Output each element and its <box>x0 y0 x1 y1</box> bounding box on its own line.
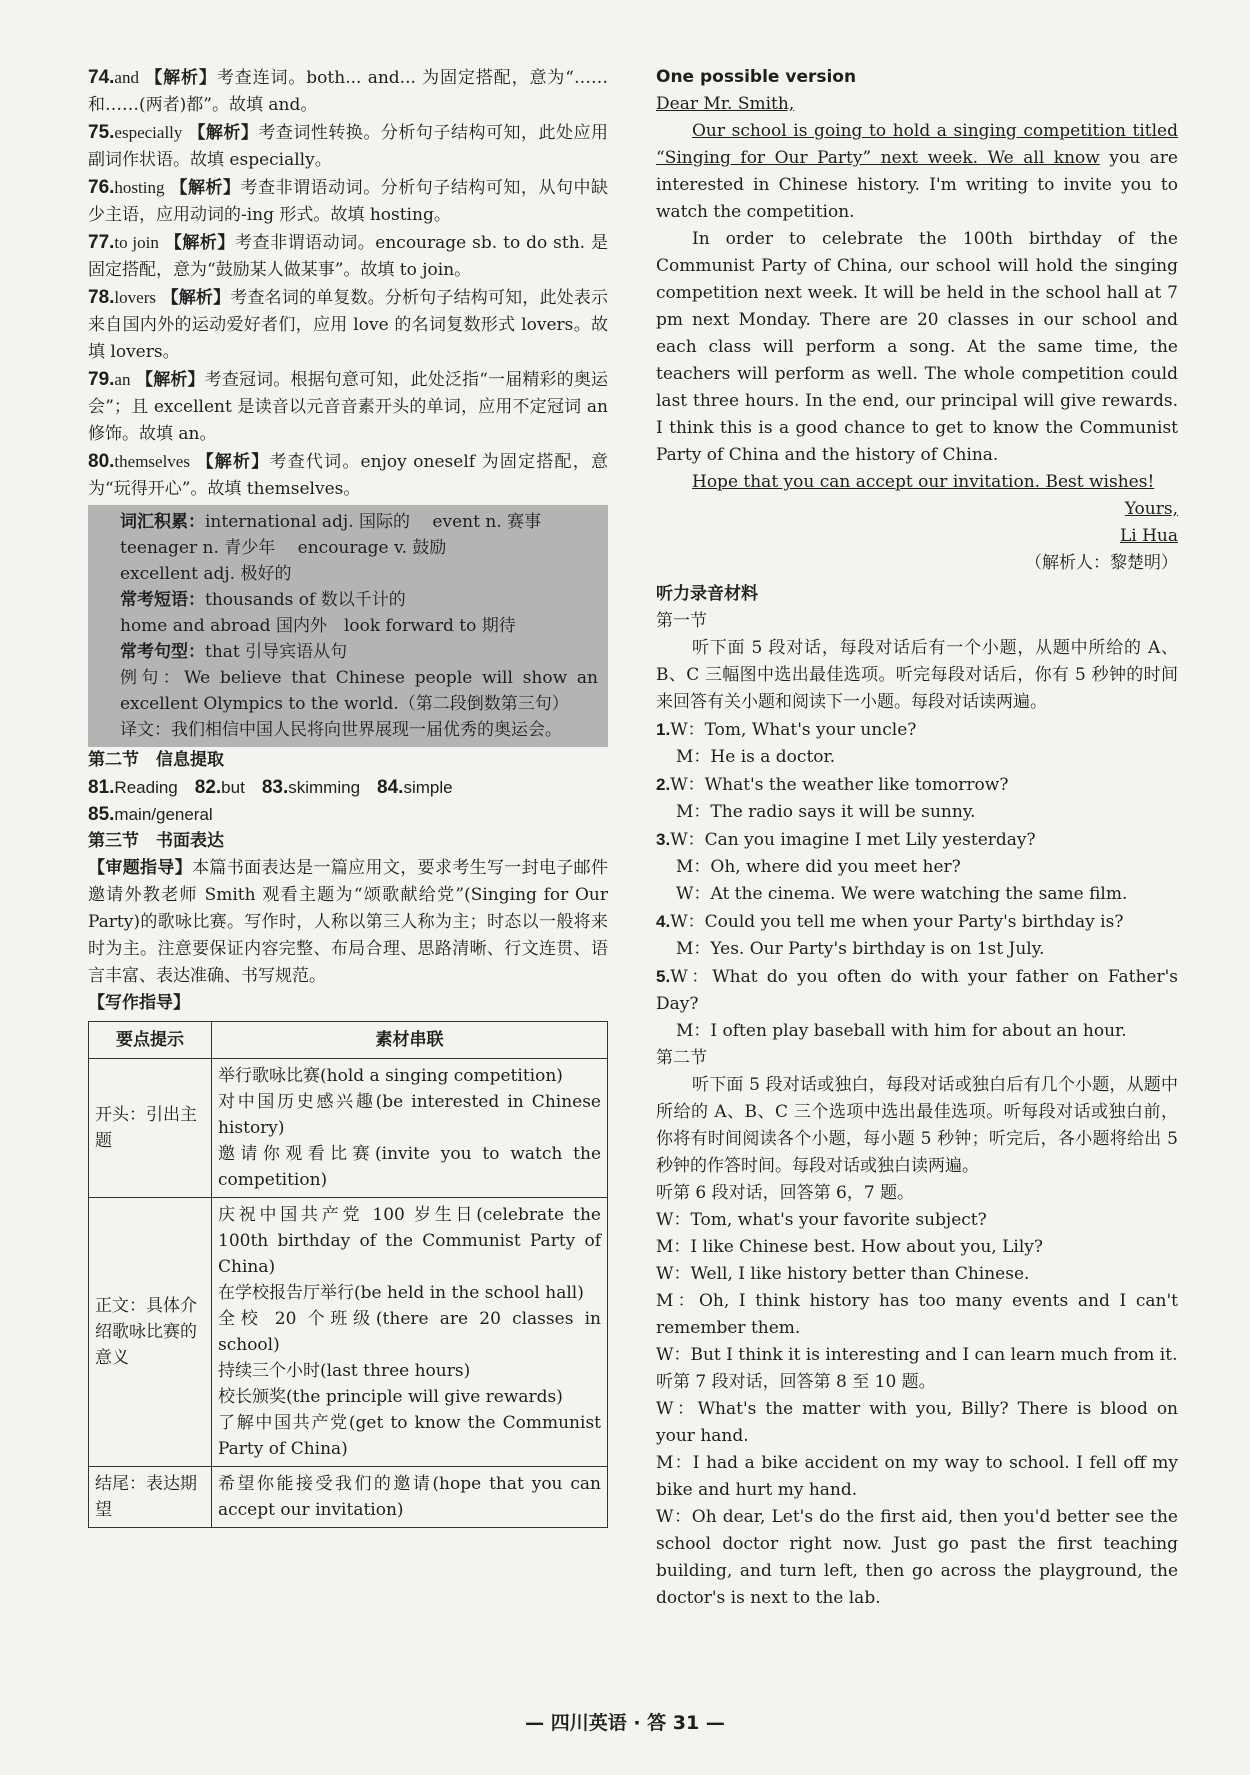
answer-word: but <box>221 778 245 797</box>
analysis-text: 考查名词的单复数。分析句子结构可知，此处表示来自国内外的运动爱好者们，应用 love 的名词复数形式 lovers。故填 lovers。 <box>88 288 609 362</box>
vocab-line: excellent adj. 极好的 <box>120 564 292 584</box>
answer-number: 74. <box>88 67 115 88</box>
listening-section-2: 第二节 <box>656 1048 707 1068</box>
phrase-line: home and abroad 国内外 look forward to 期待 <box>120 616 516 636</box>
phrase-heading: 常考短语： <box>120 590 205 610</box>
answer-word: skimming <box>288 778 361 797</box>
writing-guide-heading: 【写作指导】 <box>88 993 190 1013</box>
dialog-line <box>656 908 1178 936</box>
answer-item <box>88 366 608 448</box>
analysis-text: 考查词性转换。分析句子结构可知，此处应用副词作状语。故填 especially。 <box>88 123 609 170</box>
dialog-line: M：I like Chinese best. How about you, Lily? <box>656 1237 1043 1257</box>
page-footer: — 四川英语 · 答 31 — <box>525 1712 725 1734</box>
answer-item <box>88 229 608 284</box>
dialog-number: 2. <box>656 775 671 794</box>
table-header: 要点提示 <box>89 1022 212 1059</box>
section-2-title: 第二节 信息提取 <box>88 750 224 770</box>
analysis-tag: 【解析】 <box>161 288 231 308</box>
letter-paragraph <box>656 118 1178 226</box>
dialog-number: 4. <box>656 912 671 931</box>
answer-number: 83. <box>261 777 289 798</box>
answer-number: 85. <box>88 804 115 825</box>
analysis-tag: 【解析】 <box>170 178 241 198</box>
analysis-text: 考查连词。both... and... 为固定搭配，意为“……和……(两者)都”。故填 and。 <box>88 68 608 115</box>
table-value <box>212 1467 608 1528</box>
table-line: 持续三个小时(last three hours) <box>218 1361 471 1381</box>
section-1-intro: 听下面 5 段对话，每段对话后有一个小题，从题中所给的 A、B、C 三幅图中选出最佳选项。听完每段对话后，你有 5 秒钟的时间来回答有关小题和阅读下一小题。每段对话读两遍。 <box>656 638 1178 712</box>
analysis-tag: 【解析】 <box>136 370 205 390</box>
table-line: 庆祝中国共产党 100 岁生日(celebrate the 100th birthday of the Communist Party of China) <box>218 1205 601 1277</box>
right-column <box>656 64 1178 1612</box>
phrase-line: thousands of 数以千计的 <box>205 590 406 610</box>
dialog-text: M：I often play baseball with him for about an hour. <box>676 1021 1127 1041</box>
table-line: 全校 20 个班级(there are 20 classes in school) <box>218 1309 601 1355</box>
dialog-line: W：Tom, what's your favorite subject? <box>656 1210 987 1230</box>
dialog-line <box>656 854 1178 881</box>
letter-signature: Li Hua <box>1119 526 1178 546</box>
answer-number: 76. <box>88 177 115 198</box>
dialog-list <box>656 716 1178 1045</box>
dialog-text: M：Yes. Our Party's birthday is on 1st July. <box>676 939 1045 959</box>
analysis-tag: 【解析】 <box>164 233 235 253</box>
answer-number: 80. <box>88 451 115 472</box>
sentence-line: that 引导宾语从句 <box>205 642 348 662</box>
answer-word: and <box>114 68 139 87</box>
paragraph-text: you are interested in Chinese history. I'm writing to invite you to watch the competition. <box>656 148 1178 222</box>
table-header: 素材串联 <box>212 1022 608 1059</box>
underlined-text: Our school is going to hold a singing competition titled “Singing for Our Party” next week. We all know <box>656 121 1178 168</box>
dialog-line: W：What's the matter with you, Billy? There is blood on your hand. <box>656 1399 1178 1446</box>
dialog-text: W：What's the weather like tomorrow? <box>670 775 1009 795</box>
answer-item <box>88 174 608 229</box>
letter-closing: Yours, <box>1124 499 1178 519</box>
letter-paragraph: Hope that you can accept our invitation. Best wishes! <box>692 472 1155 492</box>
answer-item <box>88 64 608 119</box>
answer-number: 77. <box>88 232 115 253</box>
answer-word: especially <box>114 123 183 142</box>
dialog-line: W：Oh dear, Let's do the first aid, then you'd better see the school doctor right now. Just go past the first teaching building, and turn left, then go across the playground, the doctor's is next to the lab. <box>656 1507 1178 1608</box>
table-row <box>89 1198 608 1467</box>
dialog-6-heading: 听第 6 段对话，回答第 6，7 题。 <box>656 1183 915 1203</box>
answer-word: themselves <box>114 452 190 471</box>
table-value <box>212 1198 608 1467</box>
table-key: 正文：具体介绍歌咏比赛的意义 <box>89 1198 212 1467</box>
example-label: 例句： <box>120 668 185 688</box>
vocab-line: teenager n. 青少年 encourage v. 鼓励 <box>120 538 447 558</box>
dialog-number: 1. <box>656 720 671 739</box>
dialog-line: M：Oh, I think history has too many events and I can't remember them. <box>656 1291 1178 1338</box>
answer-word: hosting <box>114 178 165 197</box>
table-value <box>212 1059 608 1198</box>
table-key: 结尾：表达期望 <box>89 1467 212 1528</box>
answer-number: 82. <box>194 777 222 798</box>
answer-word: to join <box>114 233 159 252</box>
section-2-answers <box>88 774 608 801</box>
dialog-line: W：Well, I like history better than Chinese. <box>656 1264 1030 1284</box>
dialog-text: W：At the cinema. We were watching the same film. <box>676 884 1128 904</box>
dialog-line <box>656 881 1178 908</box>
table-row <box>89 1059 608 1198</box>
dialog-7 <box>656 1396 1178 1612</box>
answer-word: simple <box>403 778 453 797</box>
analysis-tag: 【解析】 <box>188 123 259 143</box>
dialog-line <box>656 936 1178 963</box>
answer-word: Reading <box>114 778 178 797</box>
vocab-heading: 词汇积累： <box>120 512 205 532</box>
analysis-text: 考查冠词。根据句意可知，此处泛指“一届精彩的奥运会”；且 excellent 是读音以元音音素开头的单词，应用不定冠词 an 修饰。故填 an。 <box>88 370 608 444</box>
letter-greeting: Dear Mr. Smith, <box>656 94 795 114</box>
dialog-line <box>656 799 1178 826</box>
table-row <box>89 1467 608 1528</box>
table-line: 对中国历史感兴趣(be interested in Chinese history) <box>218 1092 601 1138</box>
dialog-7-heading: 听第 7 段对话，回答第 8 至 10 题。 <box>656 1372 936 1392</box>
answer-list <box>88 64 608 503</box>
answer-number: 78. <box>88 287 115 308</box>
answer-number: 81. <box>88 777 115 798</box>
answer-word: lovers <box>114 288 156 307</box>
dialog-text: W：Could you tell me when your Party's birthday is? <box>670 912 1124 932</box>
sentence-heading: 常考句型： <box>120 642 205 662</box>
dialog-text: W：Can you imagine I met Lily yesterday? <box>670 830 1036 850</box>
dialog-line <box>656 744 1178 771</box>
answer-number: 79. <box>88 369 115 390</box>
section-2-intro: 听下面 5 段对话或独白，每段对话或独白后有几个小题，从题中所给的 A、B、C 三个选项中选出最佳选项。听每段对话或独白前，你将有时间阅读各个小题，每小题 5 秒钟；听完后，各小题将给出 5 秒钟的作答时间。每段对话或独白读两遍。 <box>656 1075 1178 1176</box>
table-key: 开头：引出主题 <box>89 1059 212 1198</box>
answer-word: an <box>114 370 131 389</box>
section-2-answers <box>88 801 608 828</box>
analysis-text: 考查非谓语动词。encourage sb. to do sth. 是固定搭配，意为“鼓励某人做某事”。故填 to join。 <box>88 233 609 280</box>
listening-section-1: 第一节 <box>656 611 707 631</box>
dialog-line: M：I had a bike accident on my way to school. I fell off my bike and hurt my hand. <box>656 1453 1178 1500</box>
version-title: One possible version <box>656 67 857 87</box>
dialog-line <box>656 1018 1178 1045</box>
dialog-line <box>656 716 1178 744</box>
example-text: We believe that Chinese people will show an excellent Olympics to the world.（第二段倒数第三句） <box>120 668 598 714</box>
analysis-text: 考查非谓语动词。分析句子结构可知，从句中缺少主语，应用动词的-ing 形式。故填 hosting。 <box>88 178 609 225</box>
listening-title: 听力录音材料 <box>656 584 758 604</box>
writing-guide-table <box>88 1021 608 1528</box>
left-column <box>88 64 608 1528</box>
table-line: 举行歌咏比赛(hold a singing competition) <box>218 1066 563 1086</box>
dialog-line <box>656 771 1178 799</box>
dialog-number: 3. <box>656 830 671 849</box>
table-line: 校长颁奖(the principle will give rewards) <box>218 1387 563 1407</box>
dialog-line <box>656 963 1178 1018</box>
dialog-number: 5. <box>656 967 671 986</box>
table-line: 邀请你观看比赛(invite you to watch the competition) <box>218 1144 601 1190</box>
analysis-tag: 【解析】 <box>196 452 270 472</box>
guide-heading: 【审题指导】 <box>88 858 193 878</box>
table-line: 希望你能接受我们的邀请(hope that you can accept our invitation) <box>218 1474 601 1520</box>
vocab-box <box>88 505 608 747</box>
answer-word: main/general <box>114 805 213 824</box>
answer-number: 75. <box>88 122 115 143</box>
answer-item <box>88 448 608 503</box>
dialog-text: W：Tom, What's your uncle? <box>670 720 917 740</box>
answer-item <box>88 284 608 366</box>
dialog-text: M：He is a doctor. <box>676 747 836 767</box>
answer-number: 84. <box>377 777 404 798</box>
section-3-title: 第三节 书面表达 <box>88 831 224 851</box>
letter-paragraph: In order to celebrate the 100th birthday of the Communist Party of China, our school will hold the singing competition next week. It will be held in the school hall at 7 pm next Monday. There are 20 classes in our school and each class will perform a song. At the same time, the teachers will perform as well. The whole competition could last three hours. In the end, our principal will give rewards. I think this is a good chance to get to know the Communist Party of China and the history of China. <box>656 229 1178 465</box>
dialog-line <box>656 826 1178 854</box>
dialog-line: W：But I think it is interesting and I can learn much from it. <box>656 1345 1178 1365</box>
analysis-tag: 【解析】 <box>145 68 217 88</box>
table-line: 了解中国共产党(get to know the Communist Party of China) <box>218 1413 601 1459</box>
translation-text: 我们相信中国人民将向世界展现一届优秀的奥运会。 <box>171 720 562 740</box>
analyst-credit: （解析人：黎楚明） <box>1025 553 1178 573</box>
dialog-text: W：What do you often do with your father on Father's Day? <box>656 967 1178 1014</box>
answer-item <box>88 119 608 174</box>
table-line: 在学校报告厅举行(be held in the school hall) <box>218 1283 584 1303</box>
guide-text: 本篇书面表达是一篇应用文，要求考生写一封电子邮件邀请外教老师 Smith 观看主题为“颂歌献给党”(Singing for Our Party)的歌咏比赛。写作时，人称以第三人称为主；时态以一般将来时为主。注意要保证内容完整、布局合理、思路清晰、行文连贯、语言丰富、表达准确、书写规范。 <box>88 858 609 986</box>
translation-label: 译文： <box>120 720 171 740</box>
analysis-text: 考查代词。enjoy oneself 为固定搭配，意为“玩得开心”。故填 themselves。 <box>88 452 608 499</box>
vocab-line: international adj. 国际的 event n. 赛事 <box>205 512 542 532</box>
dialog-text: M：Oh, where did you meet her? <box>676 857 961 877</box>
dialog-6 <box>656 1207 1178 1369</box>
dialog-text: M：The radio says it will be sunny. <box>676 802 976 822</box>
